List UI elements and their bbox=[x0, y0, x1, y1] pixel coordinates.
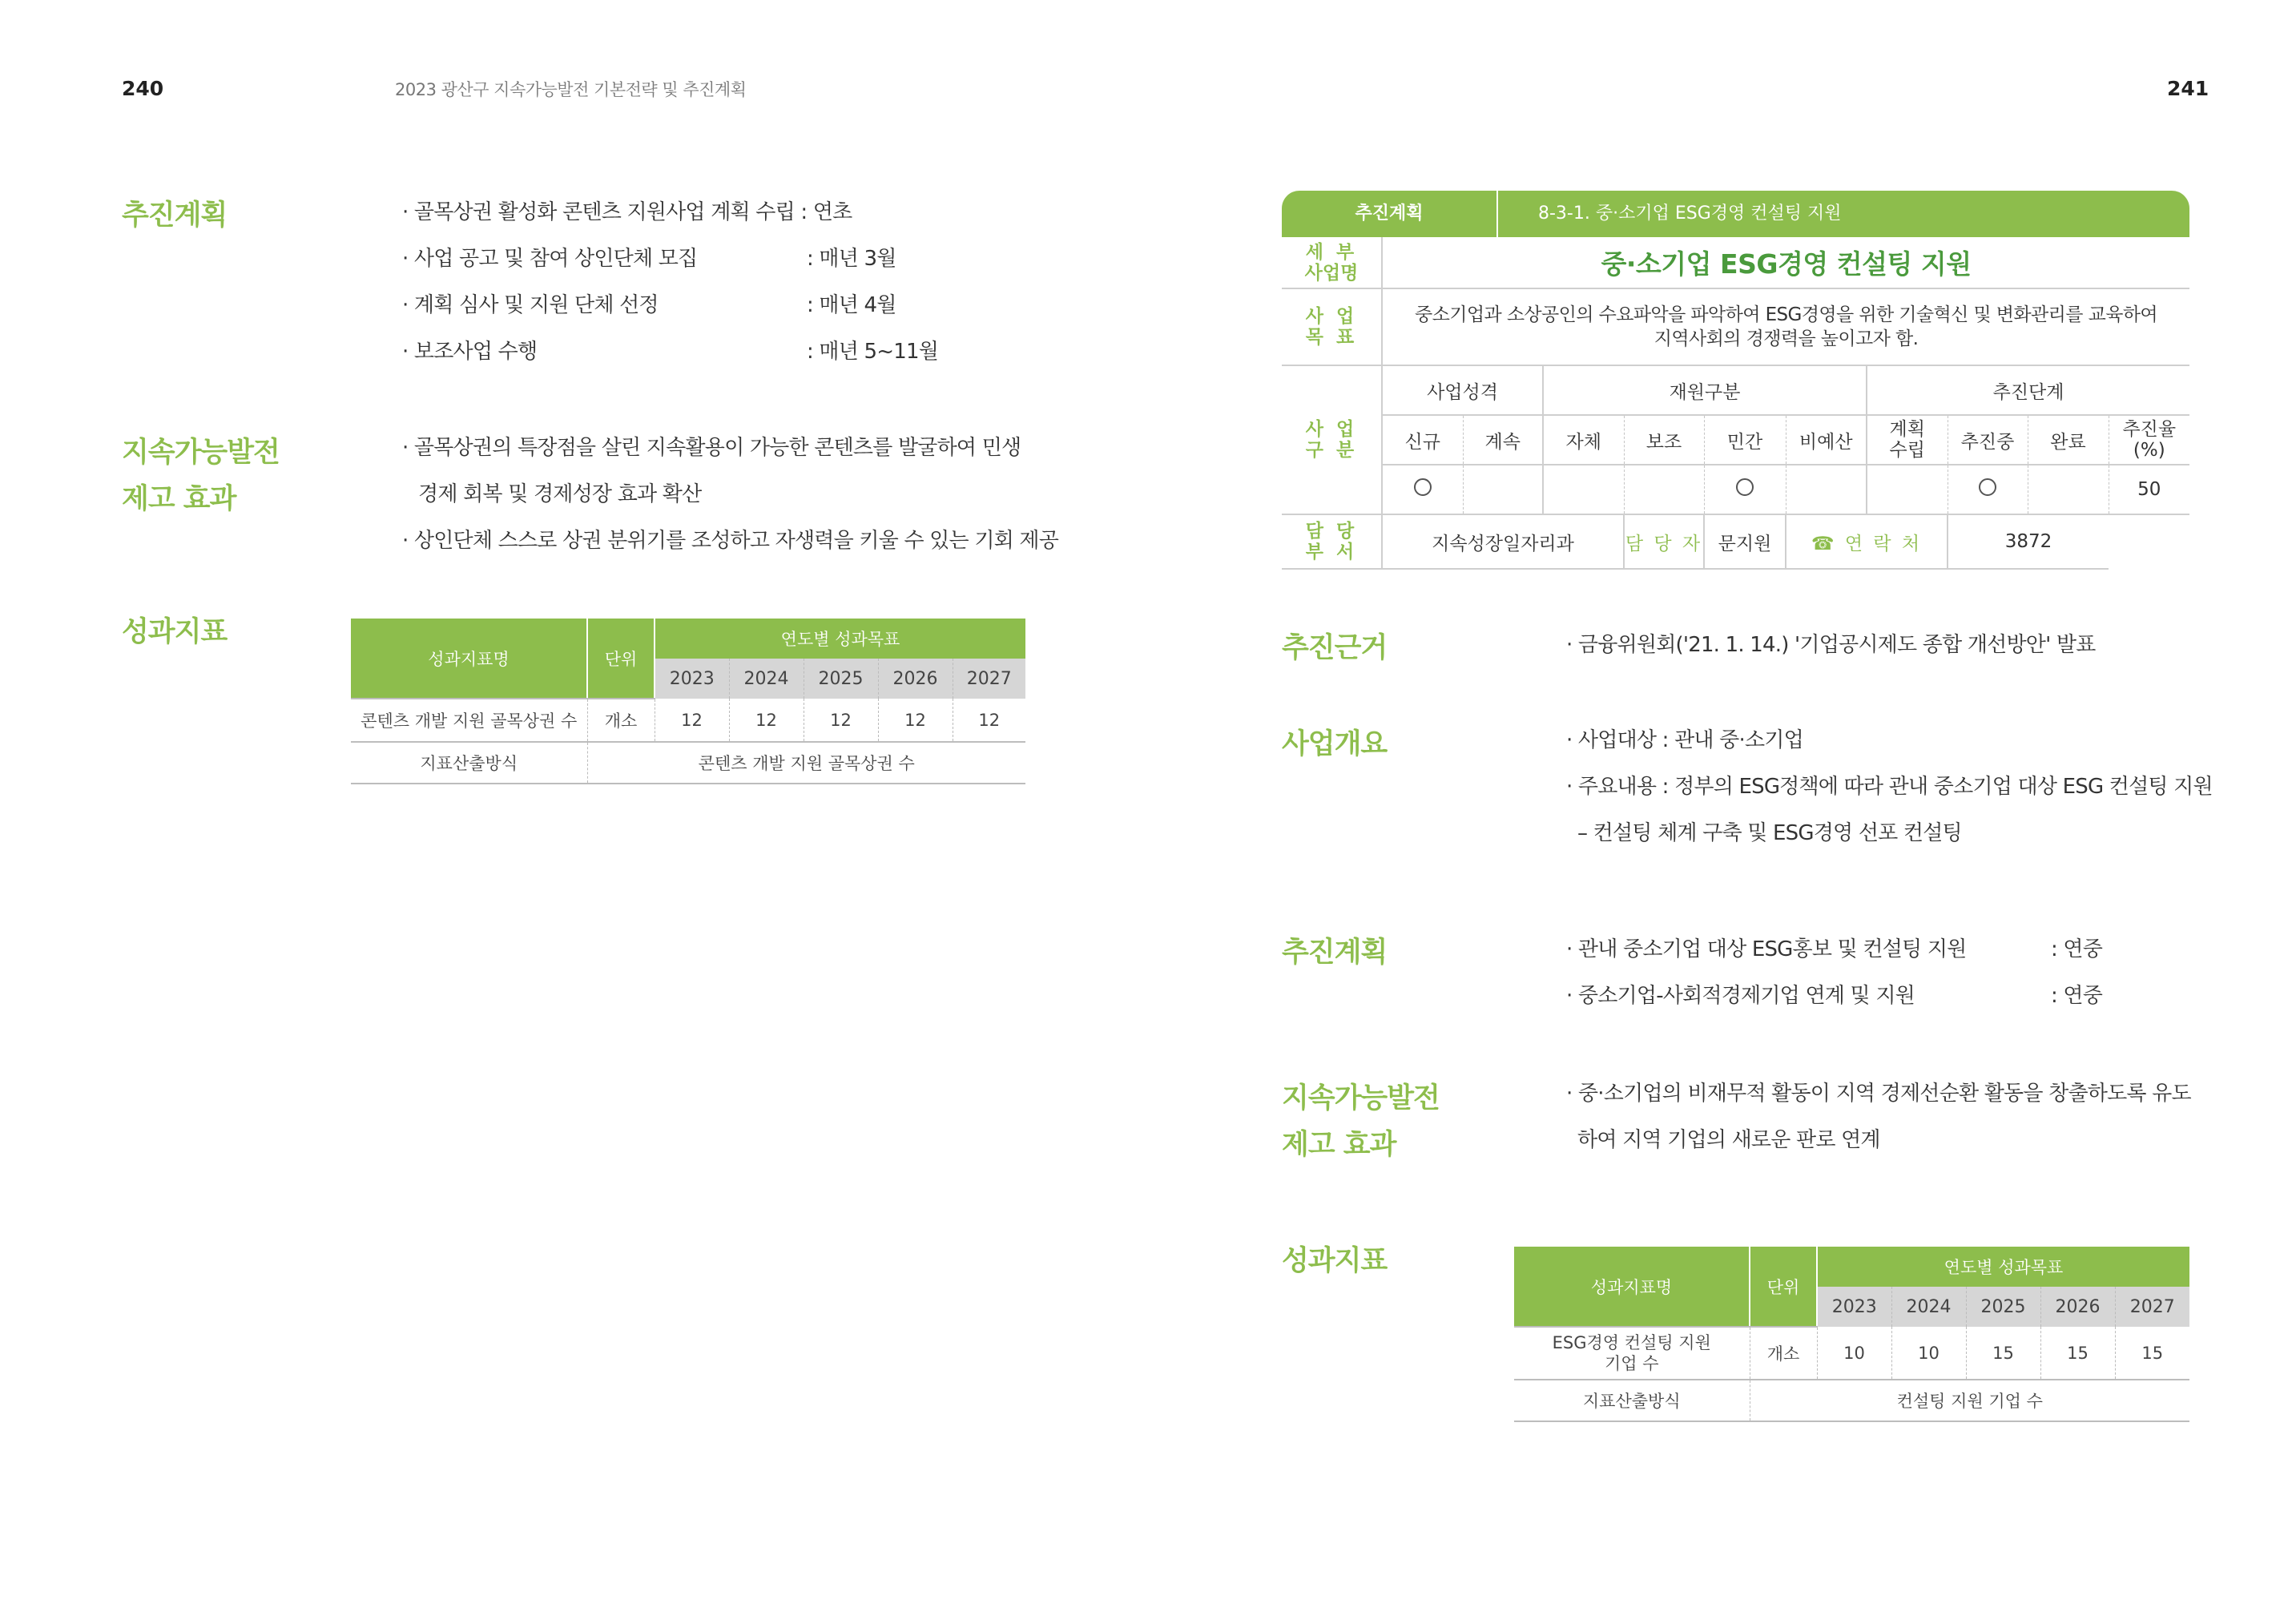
mark-plan bbox=[1867, 465, 1948, 514]
info-tab-title: 8-3-1. 중·소기업 ESG경영 컨설팅 지원 bbox=[1538, 204, 1842, 224]
kpi-method-label: 지표산출방식 bbox=[1514, 1380, 1750, 1421]
kpi-year: 2023 bbox=[1817, 1287, 1891, 1327]
running-title: 2023 광산구 지속가능발전 기본전략 및 추진계획 bbox=[395, 80, 747, 99]
dept-value: 지속성장일자리과 bbox=[1382, 514, 1624, 569]
circle-mark-icon bbox=[1414, 478, 1432, 496]
left-kpi-heading: 성과지표 bbox=[122, 616, 228, 648]
list-item: · 사업대상 : 관내 중·소기업 bbox=[1566, 728, 1803, 752]
right-page-number: 241 bbox=[2167, 77, 2209, 100]
mark-private bbox=[1704, 465, 1786, 514]
right-effect-heading: 지속가능발전 제고 효과 bbox=[1282, 1082, 1440, 1161]
sub-subsidy: 보조 bbox=[1624, 415, 1704, 465]
kpi-value: 12 bbox=[953, 699, 1025, 742]
kpi-row-unit: 개소 bbox=[587, 699, 655, 742]
kpi-col-name: 성과지표명 bbox=[351, 619, 587, 699]
kpi-col-target: 연도별 성과목표 bbox=[1817, 1247, 2189, 1287]
kpi-value: 10 bbox=[1891, 1327, 1966, 1380]
kpi-year: 2026 bbox=[878, 659, 953, 699]
kpi-value: 12 bbox=[729, 699, 804, 742]
left-effect-heading: 지속가능발전 제고 효과 bbox=[122, 437, 280, 515]
sub-rate: 추진율 (%) bbox=[2109, 415, 2189, 465]
kpi-value: 12 bbox=[878, 699, 953, 742]
sub-plan: 계획 수립 bbox=[1867, 415, 1948, 465]
kpi-method-value: 콘텐츠 개발 지원 골목상권 수 bbox=[587, 742, 1025, 784]
group-nature: 사업성격 bbox=[1382, 365, 1543, 415]
mark-continue bbox=[1463, 465, 1543, 514]
group-finance: 재원구분 bbox=[1543, 365, 1867, 415]
kpi-year: 2024 bbox=[729, 659, 804, 699]
kpi-method-label: 지표산출방식 bbox=[351, 742, 587, 784]
sub-private: 민간 bbox=[1704, 415, 1786, 465]
right-kpi-heading: 성과지표 bbox=[1282, 1245, 1388, 1277]
type-label: 사 업 구 분 bbox=[1282, 365, 1382, 514]
right-effect-list bbox=[1566, 1070, 2191, 1163]
kpi-year: 2024 bbox=[1891, 1287, 1966, 1327]
mark-self bbox=[1543, 465, 1624, 514]
kpi-value: 15 bbox=[2115, 1327, 2189, 1380]
contact-value: 3872 bbox=[1948, 514, 2109, 569]
circle-mark-icon bbox=[1736, 478, 1754, 496]
list-item: · 중소기업-사회적경제기업 연계 및 지원 : 연중 bbox=[1566, 984, 2103, 1008]
list-item: · 주요내용 : 정부의 ESG정책에 따라 관내 중소기업 대상 ESG 컨설팅 지원 bbox=[1566, 775, 2213, 799]
kpi-value: 10 bbox=[1817, 1327, 1891, 1380]
kpi-col-name: 성과지표명 bbox=[1514, 1247, 1750, 1327]
kpi-row-unit: 개소 bbox=[1750, 1327, 1817, 1380]
kpi-year: 2027 bbox=[953, 659, 1025, 699]
kpi-year: 2025 bbox=[1966, 1287, 2040, 1327]
info-tab bbox=[1282, 191, 2189, 237]
goal-value: 중소기업과 소상공인의 수요파악을 파악하여 ESG경영을 위한 기술혁신 및 변화관리를 교육하여 지역사회의 경쟁력을 높이고자 함. bbox=[1382, 288, 2189, 365]
person-value: 문지원 bbox=[1704, 514, 1786, 569]
kpi-year: 2023 bbox=[655, 659, 729, 699]
info-table bbox=[1282, 237, 2189, 570]
kpi-col-unit: 단위 bbox=[1750, 1247, 1817, 1327]
list-item: · 보조사업 수행 : 매년 5~11월 bbox=[402, 340, 939, 364]
list-item: · 사업 공고 및 참여 상인단체 모집 : 매년 3월 bbox=[402, 247, 896, 271]
basis-text: · 금융위원회('21. 1. 14.) '기업공시제도 종합 개선방안' 발표 bbox=[1566, 633, 2096, 657]
kpi-value: 15 bbox=[2040, 1327, 2115, 1380]
right-plan-list bbox=[1566, 926, 2102, 1019]
sub-continue: 계속 bbox=[1463, 415, 1543, 465]
mark-new bbox=[1382, 465, 1463, 514]
kpi-method-value: 컨설팅 지원 기업 수 bbox=[1750, 1380, 2189, 1421]
mark-subsidy bbox=[1624, 465, 1704, 514]
kpi-row-name: 콘텐츠 개발 지원 골목상권 수 bbox=[351, 699, 587, 742]
rate-value: 50 bbox=[2109, 465, 2189, 514]
overview-list bbox=[1566, 717, 2213, 856]
kpi-value: 12 bbox=[804, 699, 878, 742]
mark-ongoing bbox=[1948, 465, 2028, 514]
person-label: 담 당 자 bbox=[1624, 514, 1704, 569]
list-item: 하여 지역 기업의 새로운 판로 연계 bbox=[1577, 1128, 1880, 1152]
contact-label: ☎ 연 락 처 bbox=[1786, 514, 1948, 569]
list-item: · 중·소기업의 비재무적 활동이 지역 경제선순환 활동을 창출하도록 유도 bbox=[1566, 1082, 2191, 1106]
left-page-number: 240 bbox=[122, 77, 164, 100]
dept-label: 담 당 부 서 bbox=[1282, 514, 1382, 569]
left-plan-list bbox=[402, 189, 938, 375]
list-item: 경제 회복 및 경제성장 효과 확산 bbox=[418, 482, 702, 506]
sub-self: 자체 bbox=[1543, 415, 1624, 465]
left-kpi-table bbox=[351, 619, 1025, 784]
list-item: · 관내 중소기업 대상 ESG홍보 및 컨설팅 지원 : 연중 bbox=[1566, 937, 2103, 961]
sub-done: 완료 bbox=[2028, 415, 2109, 465]
left-effect-list bbox=[402, 425, 1058, 564]
detail-value: 중·소기업 ESG경영 컨설팅 지원 bbox=[1382, 237, 2189, 288]
list-item: · 골목상권의 특장점을 살린 지속활용이 가능한 콘텐츠를 발굴하여 민생 bbox=[402, 436, 1021, 460]
kpi-row-name: ESG경영 컨설팅 지원 기업 수 bbox=[1514, 1327, 1750, 1380]
right-plan-heading: 추진계획 bbox=[1282, 937, 1388, 969]
list-item: · 골목상권 활성화 콘텐츠 지원사업 계획 수립 : 연초 bbox=[402, 200, 852, 224]
sub-new: 신규 bbox=[1382, 415, 1463, 465]
basis-heading: 추진근거 bbox=[1282, 632, 1388, 664]
kpi-year: 2025 bbox=[804, 659, 878, 699]
list-item: · 상인단체 스스로 상권 분위기를 조성하고 자생력을 키울 수 있는 기회 제공 bbox=[402, 529, 1059, 553]
mark-nonbudget bbox=[1786, 465, 1867, 514]
kpi-col-target: 연도별 성과목표 bbox=[655, 619, 1025, 659]
circle-mark-icon bbox=[1979, 478, 1996, 496]
goal-label: 사 업 목 표 bbox=[1282, 288, 1382, 365]
kpi-year: 2027 bbox=[2115, 1287, 2189, 1327]
kpi-value: 15 bbox=[1966, 1327, 2040, 1380]
list-item: · 계획 심사 및 지원 단체 선정 : 매년 4월 bbox=[402, 293, 896, 317]
group-stage: 추진단계 bbox=[1867, 365, 2189, 415]
sub-nonbudget: 비예산 bbox=[1786, 415, 1867, 465]
info-tab-label: 추진계획 bbox=[1282, 191, 1498, 237]
kpi-value: 12 bbox=[655, 699, 729, 742]
kpi-year: 2026 bbox=[2040, 1287, 2115, 1327]
overview-heading: 사업개요 bbox=[1282, 728, 1388, 760]
right-kpi-table bbox=[1514, 1247, 2189, 1422]
sub-ongoing: 추진중 bbox=[1948, 415, 2028, 465]
mark-done bbox=[2028, 465, 2109, 514]
left-plan-heading: 추진계획 bbox=[122, 199, 228, 232]
detail-label: 세 부 사업명 bbox=[1282, 237, 1382, 288]
kpi-col-unit: 단위 bbox=[587, 619, 655, 699]
list-item: – 컨설팅 체계 구축 및 ESG경영 선포 컨설팅 bbox=[1577, 821, 1962, 845]
